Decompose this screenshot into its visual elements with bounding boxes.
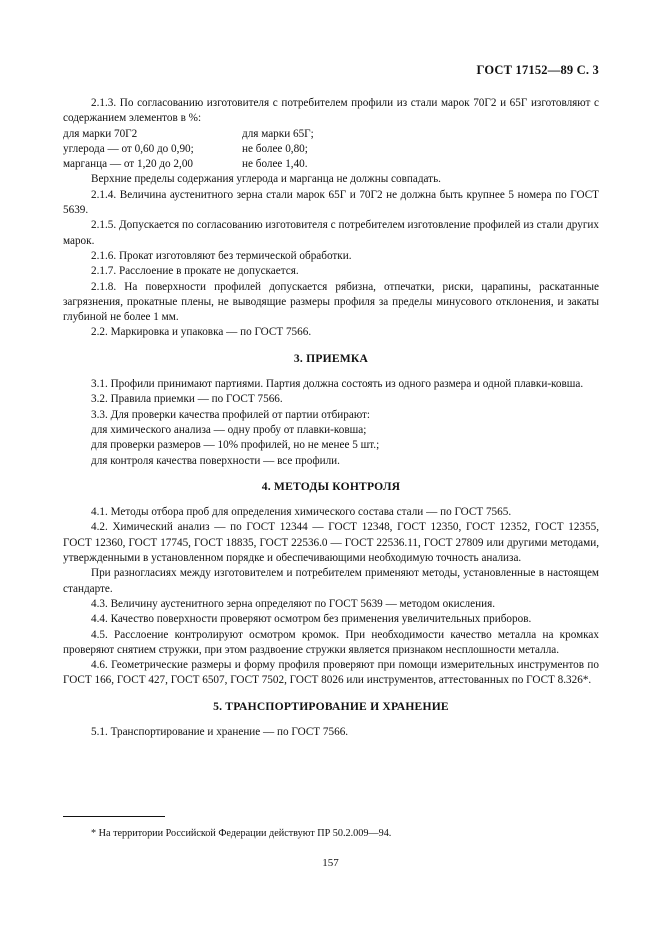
paragraph-3-1: 3.1. Профили принимают партиями. Партия должна состоять из одного размера и одной плавки-ковша. [91, 378, 584, 391]
list-item: для проверки размеров — 10% профилей, но не менее 5 шт.; [91, 439, 380, 452]
paragraph-disagreements: При разногласиях между изготовителем и потребителем применяют методы, установленные в настоящем стандарте. [63, 567, 599, 595]
paragraph-4-1: 4.1. Методы отбора проб для определения химического состава стали — по ГОСТ 7565. [91, 506, 512, 519]
paragraph-4-5: 4.5. Расслоение контролируют осмотром кромок. При необходимости качество металла на кромках проверяют снятием стружки, при этом раздвоение стружки является признаком несплошности металла. [63, 628, 599, 656]
section-5-title: 5. ТРАНСПОРТИРОВАНИЕ И ХРАНЕНИЕ [213, 699, 449, 713]
list-item: для контроля качества поверхности — все профили. [91, 454, 340, 467]
paragraph-3-3: 3.3. Для проверки качества профилей от партии отбирают: [91, 408, 371, 421]
paragraph-upper-limits: Верхние пределы содержания углерода и марганца не должны совпадать. [91, 173, 441, 186]
list-item: для химического анализа — одну пробу от плавки-ковша; [91, 423, 367, 436]
table-cell: для марки 70Г2 [63, 127, 138, 140]
table-row [63, 127, 599, 142]
table-row [63, 157, 599, 172]
table-cell: для марки 65Г; [242, 127, 314, 140]
section-3-title: 3. ПРИЕМКА [293, 351, 369, 365]
paragraph-2-1-4: 2.1.4. Величина аустенитного зерна стали марок 65Г и 70Г2 не должна быть крупнее 5 номера по ГОСТ 5639. [63, 188, 599, 217]
paragraph-2-1-6: 2.1.6. Прокат изготовляют без термической обработки. [91, 249, 352, 262]
paragraph-4-2: 4.2. Химический анализ — по ГОСТ 12344 — ГОСТ 12348, ГОСТ 12350, ГОСТ 12352, ГОСТ 12355, ГОСТ 12360, ГОСТ 17745, ГОСТ 18835, ГОСТ 22536.0 — ГОСТ 22536.11, ГОСТ 27809 или другими методами, утвержденными в установленном порядке и обеспечивающими необходимую точность анализа. [63, 521, 599, 565]
paragraph-2-1-5: 2.1.5. Допускается по согласованию изготовителя с потребителем изготовление профилей из стали других марок. [63, 219, 599, 247]
footnote: * На территории Российской Федерации действуют ПР 50.2.009—94. [91, 828, 392, 839]
page-content [63, 96, 599, 740]
table-cell: марганца — от 1,20 до 2,00 [63, 158, 194, 171]
paragraph-2-1-7: 2.1.7. Расслоение в прокате не допускается. [91, 265, 299, 278]
paragraph-2-2: 2.2. Маркировка и упаковка — по ГОСТ 7566. [91, 326, 312, 339]
page-header: ГОСТ 17152—89 С. 3 [476, 63, 599, 77]
paragraph-3-2: 3.2. Правила приемки — по ГОСТ 7566. [91, 393, 283, 406]
paragraph-2-1-3: 2.1.3. По согласованию изготовителя с потребителем профили из стали марок 70Г2 и 65Г изготовляют с содержанием элементов в %: [63, 97, 599, 125]
footnote-divider [63, 816, 165, 817]
composition-table [63, 127, 599, 173]
paragraph-4-6: 4.6. Геометрические размеры и форму профиля проверяют при помощи измерительных инструментов по ГОСТ 166, ГОСТ 427, ГОСТ 6507, ГОСТ 7502, ГОСТ 8026 или инструментов, аттестованных по ГОСТ 8.326*. [63, 659, 599, 687]
paragraph-2-1-8: 2.1.8. На поверхности профилей допускается рябизна, отпечатки, риски, царапины, раскатанные загрязнения, прокатные плены, не выводящие размеры профиля за пределы минусового отклонения, и закаты глубиной не более 1 мм. [63, 280, 599, 324]
paragraph-5-1: 5.1. Транспортирование и хранение — по ГОСТ 7566. [91, 725, 349, 738]
page-number: 157 [322, 857, 339, 869]
paragraph-4-3: 4.3. Величину аустенитного зерна определяют по ГОСТ 5639 — методом окисления. [91, 597, 496, 610]
table-cell: углерода — от 0,60 до 0,90; [63, 142, 194, 155]
section-4-title: 4. МЕТОДЫ КОНТРОЛЯ [261, 479, 401, 493]
table-row [63, 142, 599, 157]
table-cell: не более 1,40. [242, 158, 308, 171]
paragraph-4-4: 4.4. Качество поверхности проверяют осмотром без применения увеличительных приборов. [91, 613, 532, 626]
table-cell: не более 0,80; [242, 142, 308, 155]
